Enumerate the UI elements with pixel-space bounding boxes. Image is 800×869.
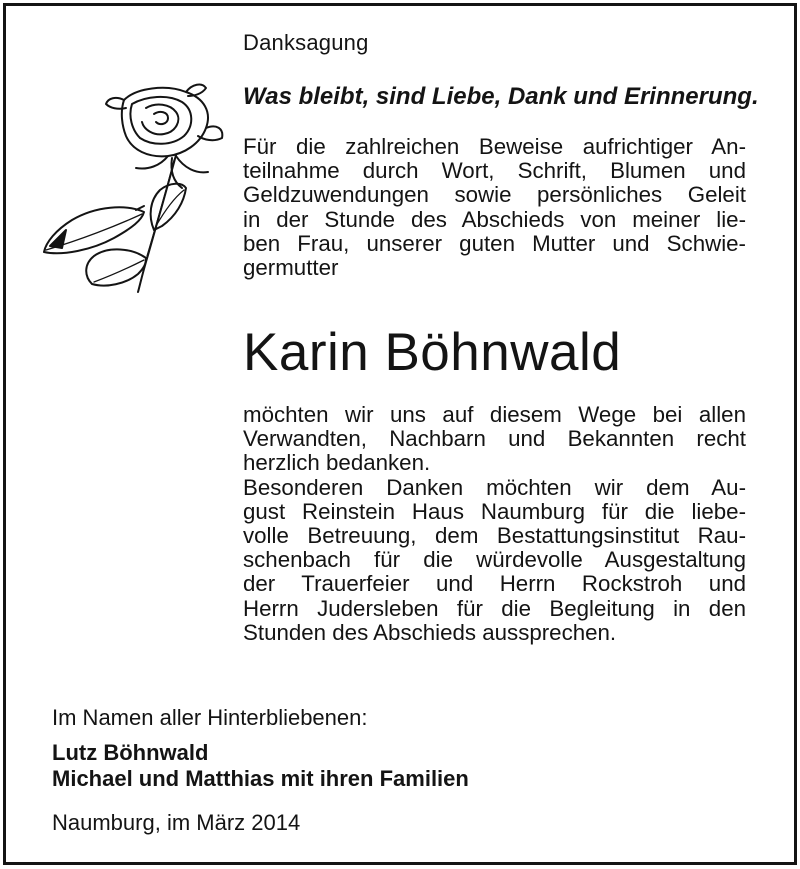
body-line: Herrn Judersleben für die Begleitung in den [243, 595, 746, 621]
intro-line: in der Stunde des Abschieds von meiner lie- [243, 206, 746, 232]
footer-intro: Im Namen aller Hinterbliebenen: [52, 705, 368, 730]
body-line: Stunden des Abschieds aussprechen. [243, 619, 617, 645]
intro-line: germutter [243, 255, 339, 281]
thanks-paragraph [243, 403, 746, 645]
signers [52, 740, 469, 792]
intro-paragraph [243, 135, 746, 280]
motto: Was bleibt, sind Liebe, Dank und Erinnerung. [243, 83, 759, 110]
body-line: herzlich bedanken. [243, 450, 431, 476]
body-line: möchten wir uns auf diesem Wege bei allen [243, 402, 746, 427]
body-line: volle Betreuung, dem Bestattungsinstitut Rau- [243, 523, 746, 549]
signer-name: Michael und Matthias mit ihren Familien [52, 766, 469, 791]
body-line: Verwandten, Nachbarn und Bekannten recht [243, 426, 746, 452]
body-line: gust Reinstein Haus Naumburg für die liebe- [243, 498, 746, 524]
intro-line: ben Frau, unserer guten Mutter und Schwie- [243, 230, 746, 256]
place-date: Naumburg, im März 2014 [52, 810, 301, 835]
intro-line: Für die zahlreichen Beweise aufrichtiger An- [243, 134, 746, 159]
body-line: schenbach für die würdevolle Ausgestaltung [243, 547, 746, 573]
body-line: der Trauerfeier und Herrn Rockstroh und [243, 571, 746, 597]
deceased-name: Karin Böhnwald [243, 323, 622, 382]
body-line: Besonderen Danken möchten wir dem Au- [243, 474, 746, 500]
rose-icon [36, 80, 236, 295]
intro-line: Geldzuwendungen sowie persönliches Geleit [243, 182, 746, 208]
signer-name: Lutz Böhnwald [52, 740, 209, 765]
notice-heading: Danksagung [243, 30, 369, 55]
intro-line: teilnahme durch Wort, Schrift, Blumen und [243, 158, 746, 184]
